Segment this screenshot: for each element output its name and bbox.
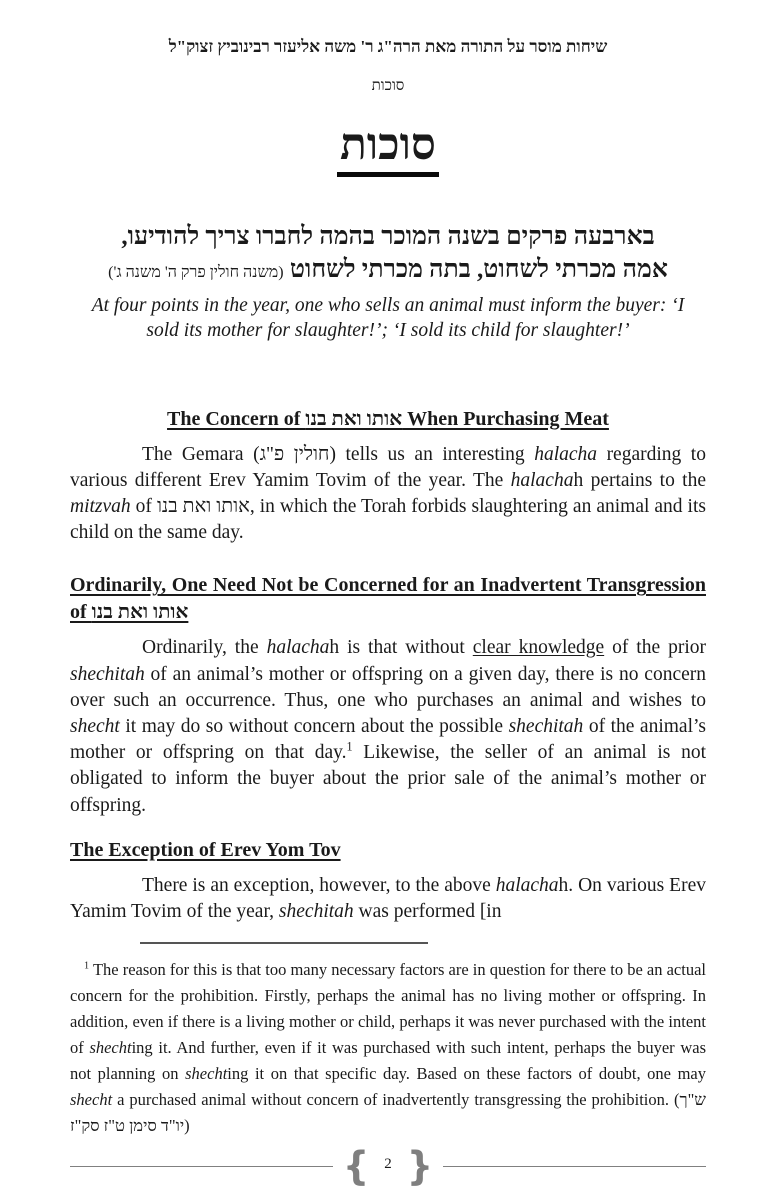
hebrew-phrase: אותו ואת בנו [156, 496, 250, 518]
footer-rule-right [443, 1166, 706, 1167]
hebrew-phrase: חולין פ"ג [259, 443, 330, 465]
section-heading-concern: The Concern of אותו ואת בנו When Purchasing Meat [167, 407, 609, 430]
document-header-title: שיחות מוסר על התורה מאת הרה"ג ר' משה אליעזר רבינוביץ זצוק"ל [168, 37, 608, 56]
mishnah-quote-line2 [70, 254, 706, 287]
mishnah-quote-line2-text: אמה מכרתי לשחוט, בתה מכרתי לשחוט [289, 255, 668, 283]
footnote-separator [140, 942, 428, 944]
footer-rule-left [70, 1166, 333, 1167]
mishnah-quote-line1: בארבעה פרקים בשנה המוכר בהמה לחברו צריך להודיעו, [121, 223, 655, 251]
mishnah-citation: (משנה חולין פרק ה' משנה ג') [108, 263, 284, 281]
mishnah-quote [70, 221, 706, 286]
section-heading-ordinarily: Ordinarily, One Need Not be Concerned for an Inadvertent Transgression of אותו ואת בנו [70, 574, 706, 624]
hebrew-phrase: (ש"ך יו"ד סימן ט"ז סק"ז) [70, 1090, 706, 1136]
footer-bracket-left: { [342, 1143, 370, 1189]
document-header-subtitle: סוכות [371, 78, 405, 95]
paragraph-exception: There is an exception, however, to the above halachah. On various Erev Yamim Tovim of the year, shechitah was performed [in [70, 874, 706, 923]
page-title [70, 121, 706, 177]
footer-bracket-right: } [406, 1143, 434, 1189]
page-footer [70, 1144, 706, 1188]
hebrew-phrase: אותו ואת בנו [91, 601, 189, 624]
footnote-1: $^1$ The reason for this is that too many necessary factors are in question for there to be an actual concern for the prohibition. Firstly, perhaps the animal has no living mother or offspring. In addition, even if there is a living mother or child, perhaps it was never purchased with the intent of shechting it. And further, even if it was purchased with such intent, perhaps the buyer was not planning on shechting it on that specific day. Based on these factors of doubt, one may shecht a purchased animal without concern of inadvertently transgressing the prohibition. (ש"ך יו"ד סימן ט"ז סק"ז) [70, 960, 707, 1136]
page-title-text: סוכות [337, 121, 439, 177]
hebrew-phrase: אותו ואת בנו [305, 407, 403, 430]
section-heading-exception: The Exception of Erev Yom Tov [70, 838, 341, 861]
page-number: 2 [384, 1155, 392, 1172]
paragraph-gemara-intro: The Gemara (חולין פ"ג) tells us an interesting halacha regarding to various different Erev Yamim Tovim of the year. The halachah pertains to the mitzvah of אותו ואת בנו, in which the Torah forbids slaughtering an animal and its child on the same day. [70, 443, 706, 544]
mishnah-translation: At four points in the year, one who sells an animal must inform the buyer: ‘I sold its mother for slaughter!’; ‘I sold its child for slaughter!’ [91, 295, 685, 342]
paragraph-ordinarily: Ordinarily, the halachah is that without clear knowledge of the prior shechitah of an animal’s mother or offspring on a given day, there is no concern over such an occurrence. Thus, one who purchases an animal and wishes to shecht it may do so without concern about the possible shechitah of the animal’s mother or offspring on that day.$^1$ Likewise, the seller of an animal is not obligated to inform the buyer about the prior sale of the animal’s mother or offspring. [70, 637, 706, 816]
